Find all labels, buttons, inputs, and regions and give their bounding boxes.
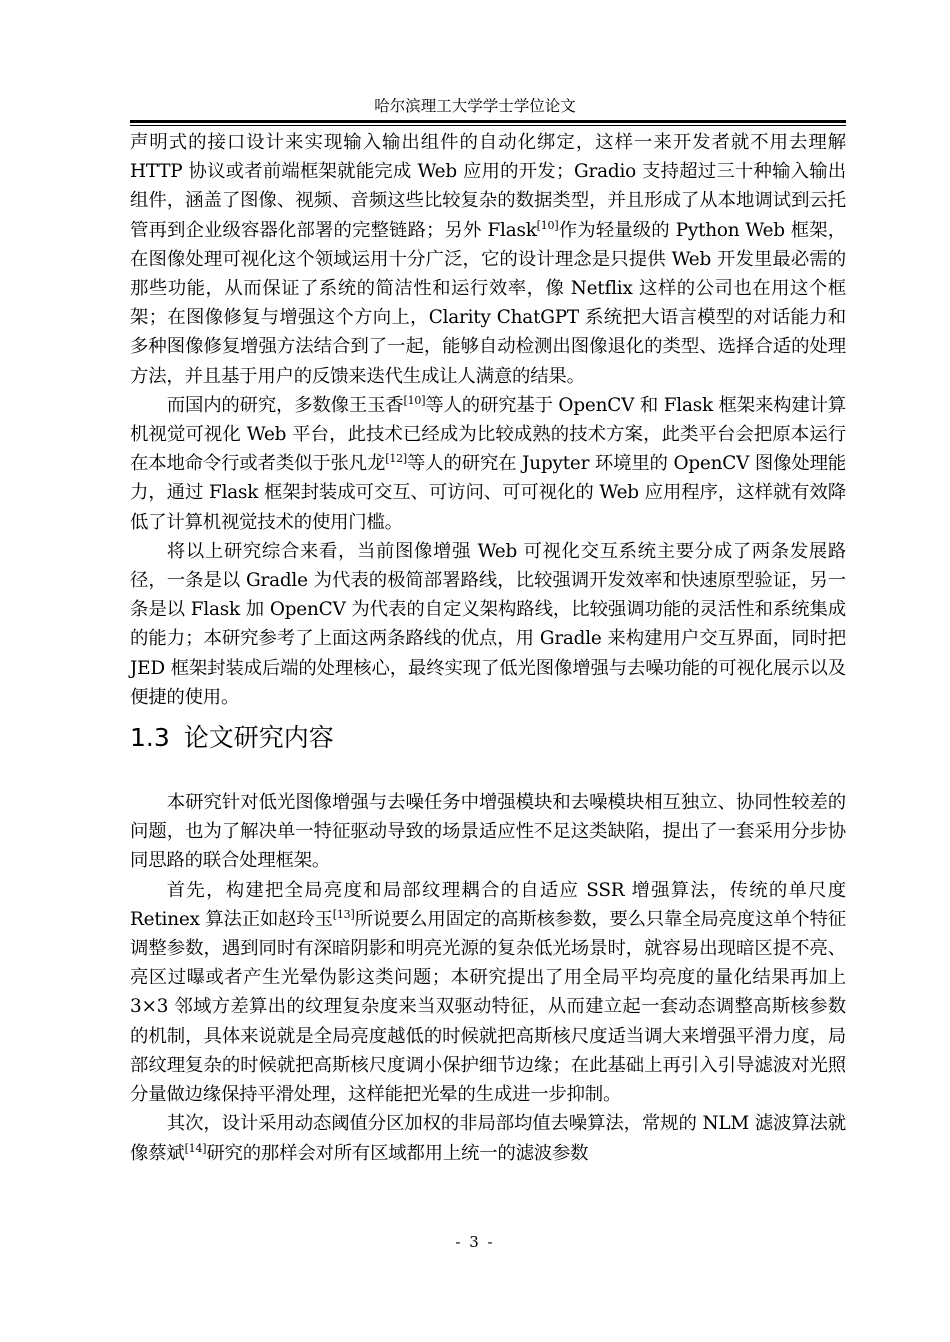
body-paragraph [130,1109,846,1167]
page-number: - 3 - [455,1233,495,1251]
paragraph-text: 研究的那样会对所有区域都用上统一的滤波参数 [206,1142,589,1164]
body-paragraph [130,876,846,1110]
paragraph-text: 而国内的研究，多数像王玉香 [166,394,404,416]
body-paragraph [130,391,846,537]
paragraph-text: 将以上研究综合来看，当前图像增强 Web 可视化交互系统主要分成了两条发展路径，一条是以 Gradle 为代表的极简部署路线，比较强调开发效率和快速原型验证，另一条是以 Flask 加 OpenCV 为代表的自定义架构路线，比较强调功能的灵活性和系统集成的能力；本研究参考了上面这两条路线的优点，用 Gradle 来构建用户交互界面，同时把 JED 框架封装成后端的处理核心，最终实现了低光图像增强与去噪功能的可视化展示以及便捷的使用。 [130,540,846,708]
paragraph-text: 所说要么用固定的高斯核参数，要么只靠全局亮度这单个特征调整参数，遇到同时有深暗阴影和明亮光源的复杂低光场景时，就容易出现暗区提不亮、亮区过曝或者产生光晕伪影这类问题；本研究提出了用全局平均亮度的量化结果再加上 3×3 邻域方差算出的纹理复杂度来当双驱动特征，从而建立起一套动态调整高斯核参数的机制，具体来说就是全局亮度越低的时候就把高斯核尺度适当调大来增强平滑力度，局部纹理复杂的时候就把高斯核尺度调小保护细节边缘；在此基础上再引入引导滤波对光照分量做边缘保持平滑处理，这样能把光晕的生成进一步抑制。 [130,908,846,1106]
citation-marker: [13] [332,907,355,921]
body-paragraph [130,128,846,391]
paragraph-text: 首先，构建把全局亮度和局部纹理耦合的自适应 SSR 增强算法，传统的单尺度 Retinex 算法正如赵玲玉 [130,879,846,930]
page-content [130,128,846,1168]
section-heading [130,720,846,788]
citation-marker: [14] [184,1141,207,1155]
paragraph-text: 等人的研究基于 OpenCV 和 Flask 框架来构建计算机视觉可视化 Web 平台，此技术已经成为比较成熟的技术方案，此类平台会把原本运行在本地命令行或者类似于张凡龙 [130,394,846,475]
paragraph-text: 作为轻量级的 Python Web 框架，在图像处理可视化这个领域运用十分广泛，它的设计理念是只提供 Web 开发里最必需的那些功能，从而保证了系统的简洁性和运行效率，像 Netflix 这样的公司也在用这个框架；在图像修复与增强这个方向上，Clarity ChatGPT 系统把大语言模型的对话能力和多种图像修复增强方法结合到了一起，能够自动检测出图像退化的类型、选择合适的处理方法，并且基于用户的反馈来迭代生成让人满意的结果。 [130,219,847,387]
paragraph-text: 等人的研究在 Jupyter 环境里的 OpenCV 图像处理能力，通过 Flask 框架封装成可交互、可访问、可可视化的 Web 应用程序，这样就有效降低了计算机视觉技术的使用门槛。 [130,453,846,533]
body-paragraph [130,537,846,712]
section-number: 1.3 [130,723,170,753]
section-title: 论文研究内容 [183,723,334,753]
body-paragraph [130,788,846,876]
paragraph-text: 其次，设计采用动态阈值分区加权的非局部均值去噪算法，常规的 NLM 滤波算法就像蔡斌 [130,1113,846,1164]
paragraph-text: 声明式的接口设计来实现输入输出组件的自动化绑定，这样一来开发者就不用去理解 HTTP 协议或者前端框架就能完成 Web 应用的开发；Gradio 支持超过三十种输入输出组件，涵盖了图像、视频、音频这些比较复杂的数据类型，并且形成了从本地调试到云托管再到企业级容器化部署的完整链路；另外 Flask [130,132,846,241]
header-rule-thin [130,125,846,126]
page-header-title: 哈尔滨理工大学学士学位论文 [374,97,576,115]
citation-marker: [10] [403,393,426,407]
citation-marker: [10] [536,218,559,232]
header-rule-thick [130,120,846,123]
citation-marker: [12] [385,452,408,466]
paragraph-text: 本研究针对低光图像增强与去噪任务中增强模块和去噪模块相互独立、协同性较差的问题，也为了解决单一特征驱动导致的场景适应性不足这类缺陷，提出了一套采用分步协同思路的联合处理框架。 [130,792,846,872]
